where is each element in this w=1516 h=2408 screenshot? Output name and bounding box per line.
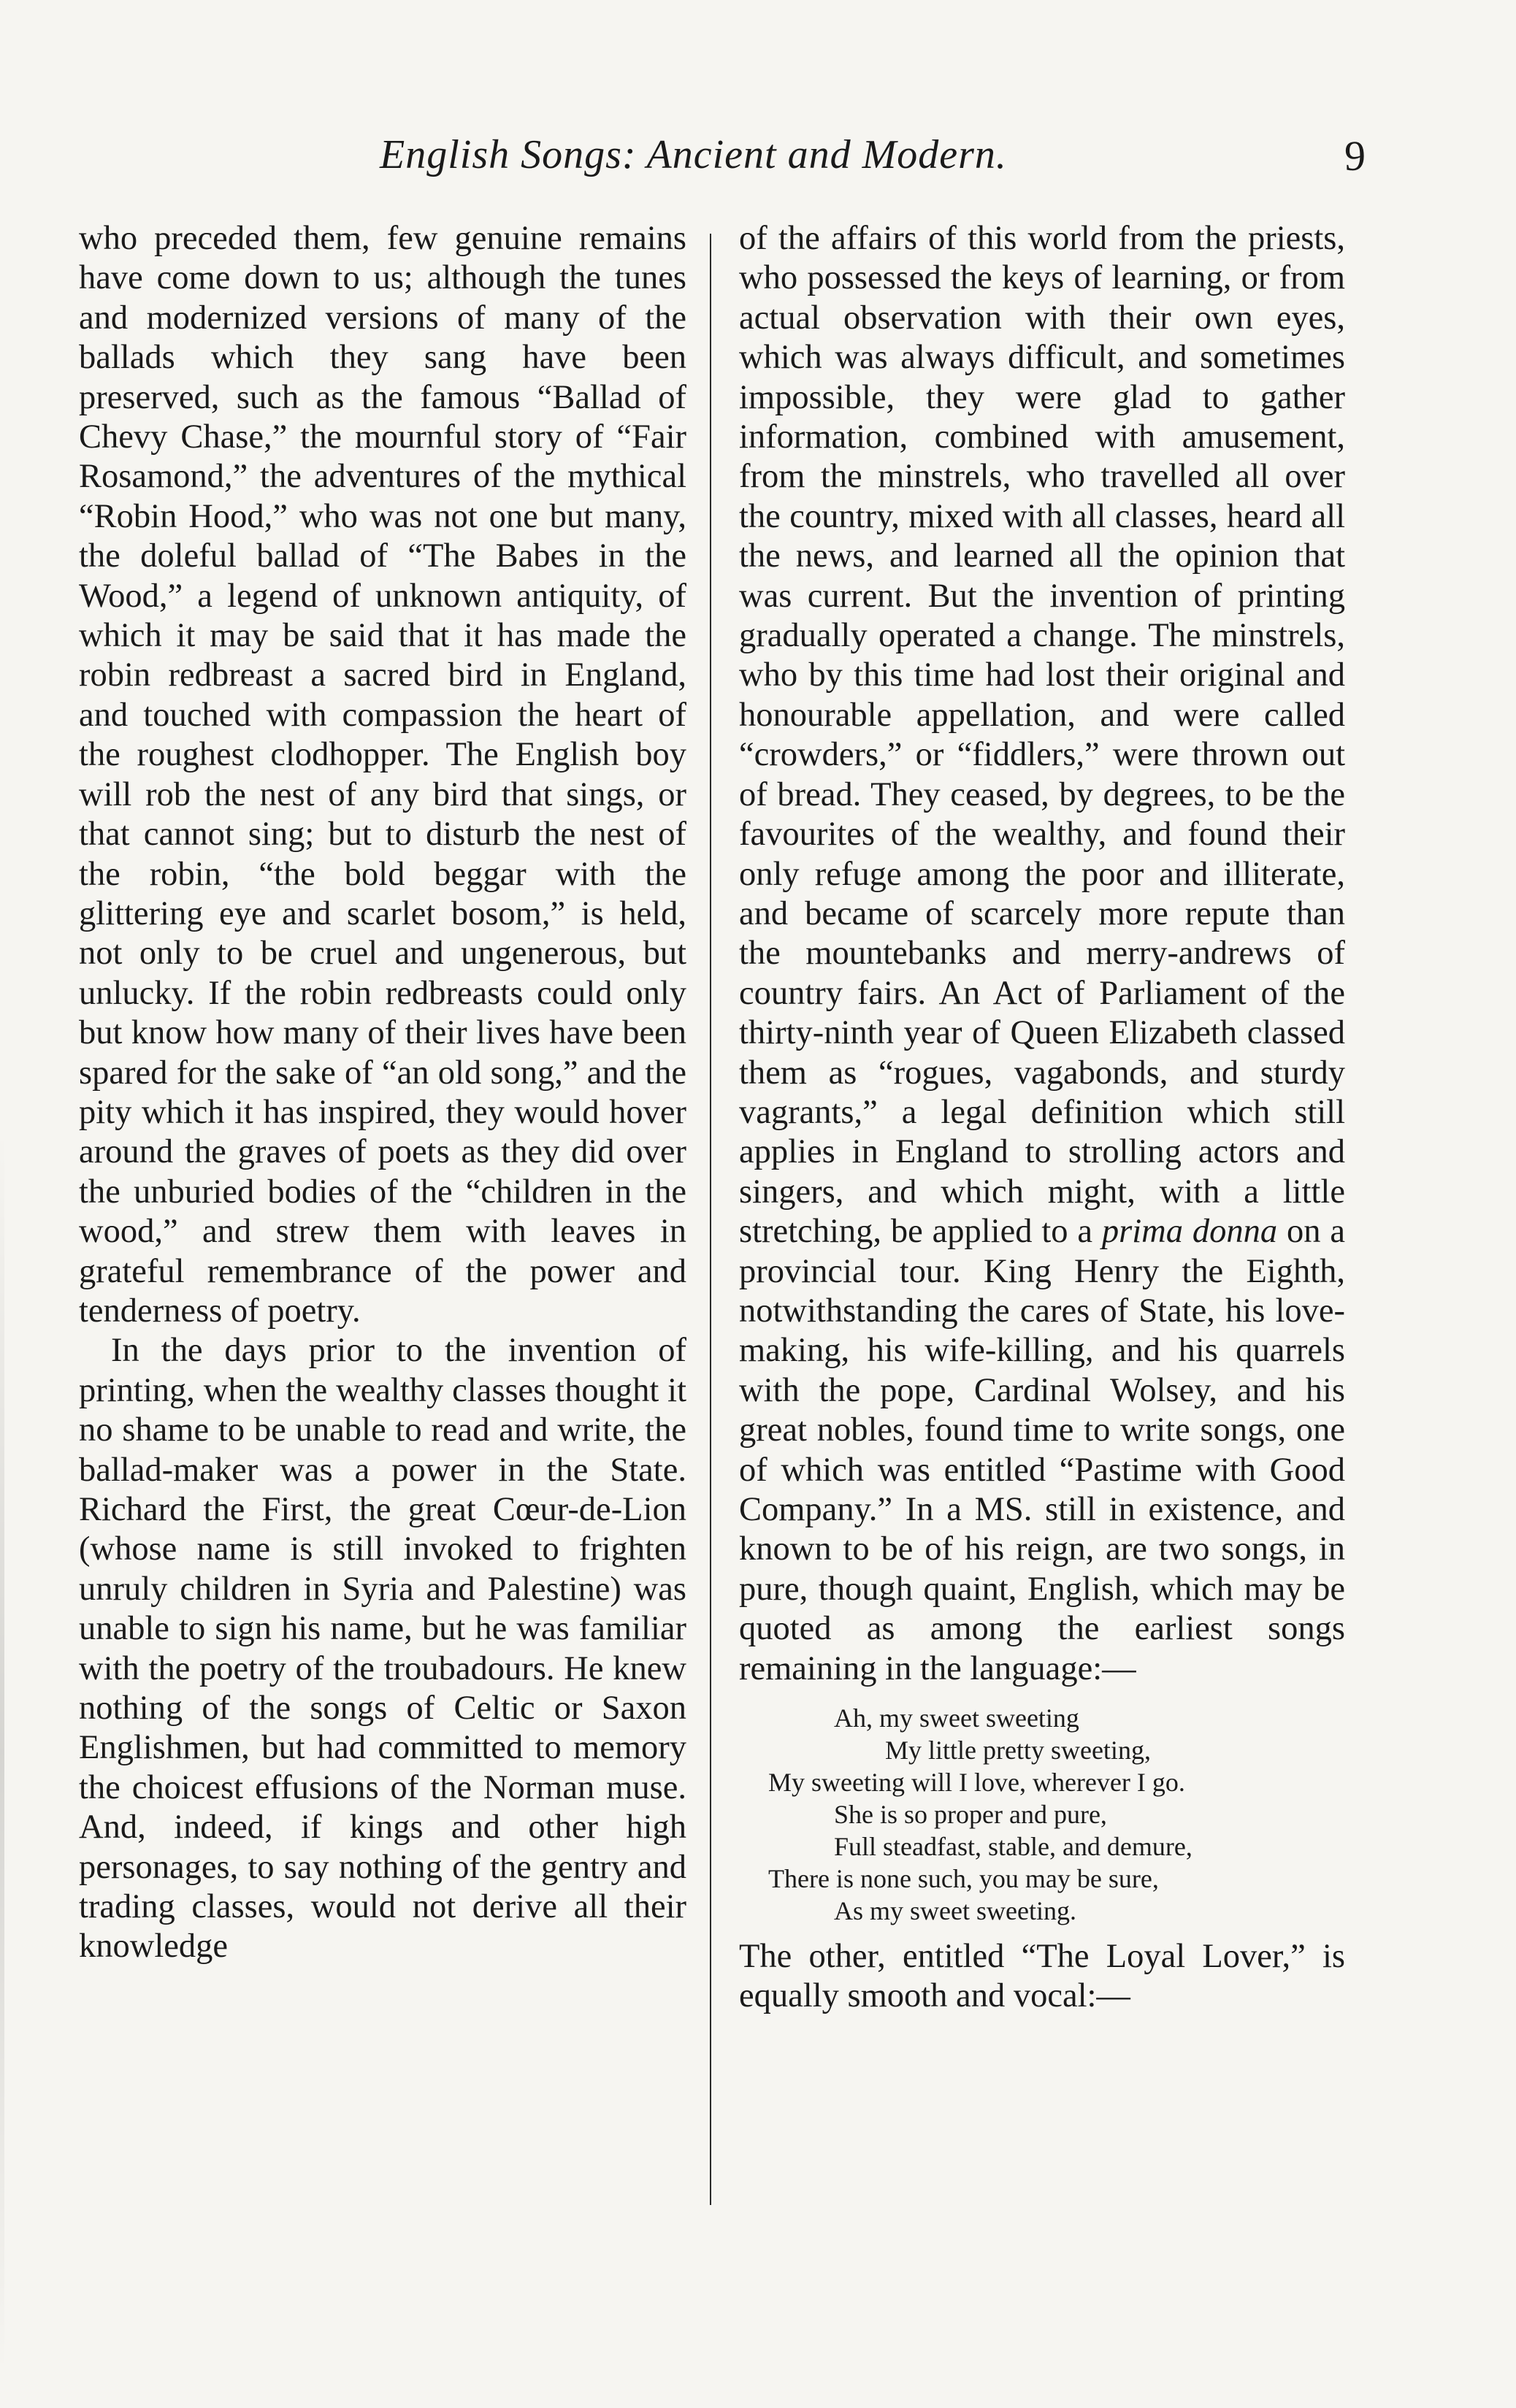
minstrels-text: of the affairs of this world from the priests, who possessed the keys of learning, or from actual observation with their own eyes, which was always difficult, and sometimes impossible, they were glad to gather information, combined with amusement, from the minstrels, who travelled all over the country, mixed with all classes, heard all the news, and learned all the opinion that was current. But the invention of printing gradually operated a change. The minstrels, who by this time had lost their original and honourable appellation, and were called “crowders,” or “fiddlers,” were thrown out of bread. They ceased, by degrees, to be the favourites of the wealthy, and found their only refuge among the poor and illiterate, and became of scarcely more repute than the mountebanks and merry-andrews of country fairs. An Act of Parliament of the thirty-ninth year of Queen Elizabeth classed them as “rogues, vagabonds, and sturdy vagrants,” a legal definition which still applies in England to strolling actors and singers, and which might, with a little stretching, be applied to a — [739, 220, 1345, 1251]
paragraph-loyal-lover: The other, entitled “The Loyal Lover,” is equally smooth and vocal:— — [739, 1938, 1345, 2015]
paragraph-robin: who preceded them, few genuine remains have come down to us; although the tunes and modernized versions of many of the ballads which they sang have been preserved, such as the famous “Ballad of Chevy Chase,” the mournful story of “Fair Rosamond,” the adventures of the mythical “Robin Hood,” who was not one but many, the doleful ballad of “The Babes in the Wood,” a legend of unknown antiquity, of which it may be said that it has made the robin redbreast a sacred bird in England, and touched with compassion the heart of the roughest clodhopper. The English boy will rob the nest of any bird that sings, or that cannot sing; but to disturb the nest of the robin, “the bold beggar with the glittering eye and scarlet bosom,” is held, not only to be cruel and ungenerous, but unlucky. If the robin redbreasts could only but know how many of their lives have been spared for the sake of “an old song,” and the pity which it has inspired, they would hover around the graves of poets as they did over the unburied bodies of the “children in the wood,” and strew them with leaves in grateful remembrance of the power and tenderness of poetry. — [79, 220, 686, 1330]
paragraph-minstrels — [739, 219, 1345, 1689]
verse-line: Ah, my sweet sweeting — [834, 1703, 1079, 1733]
verse-line: She is so proper and pure, — [834, 1800, 1107, 1830]
right-column — [739, 219, 1345, 2234]
verse-line: My sweeting will I love, wherever I go. — [768, 1768, 1185, 1798]
page-number: 9 — [1344, 132, 1366, 180]
verse-line: There is none such, you may be sure, — [768, 1864, 1159, 1894]
prima-donna-italic: prima donna — [1101, 1213, 1278, 1251]
verse-line: Full steadfast, stable, and demure, — [834, 1832, 1192, 1862]
page-header — [380, 131, 1366, 197]
minstrels-text-cont: on a provincial tour. King Henry the Eighth, notwithstanding the cares of State, his love-making, his wife-killing, and his quarrels with the pope, Cardinal Wolsey, and his great nobles, found time to write songs, one of which was entitled “Pastime with Good Company.” In a MS. still in existence, and known to be of his reign, are two songs, in pure, though quaint, English, which may be quoted as among the earliest songs remaining in the language:— — [739, 1213, 1345, 1687]
paragraph-printing: In the days prior to the invention of printing, when the wealthy classes thought it no shame to be unable to read and write, the ballad-maker was a power in the State. Richard the First, the great Cœur-de-Lion (whose name is still invoked to frighten unruly children in Syria and Palestine) was unable to sign his name, but he was familiar with the poetry of the troubadours. He knew nothing of the songs of Celtic or Saxon Englishmen, but had committed to memory the choicest effusions of the Norman muse. And, indeed, if kings and other high personages, to say nothing of the gentry and trading classes, would not derive all their knowledge — [79, 1332, 686, 1966]
verse-line: As my sweet sweeting. — [834, 1896, 1076, 1926]
column-divider — [710, 234, 711, 2205]
binding-shadow — [0, 1132, 4, 2373]
running-title: English Songs: Ancient and Modern. — [380, 132, 1007, 177]
song-verse — [739, 1702, 1345, 1927]
verse-line: My little pretty sweeting, — [885, 1736, 1151, 1765]
left-column — [79, 219, 686, 2234]
